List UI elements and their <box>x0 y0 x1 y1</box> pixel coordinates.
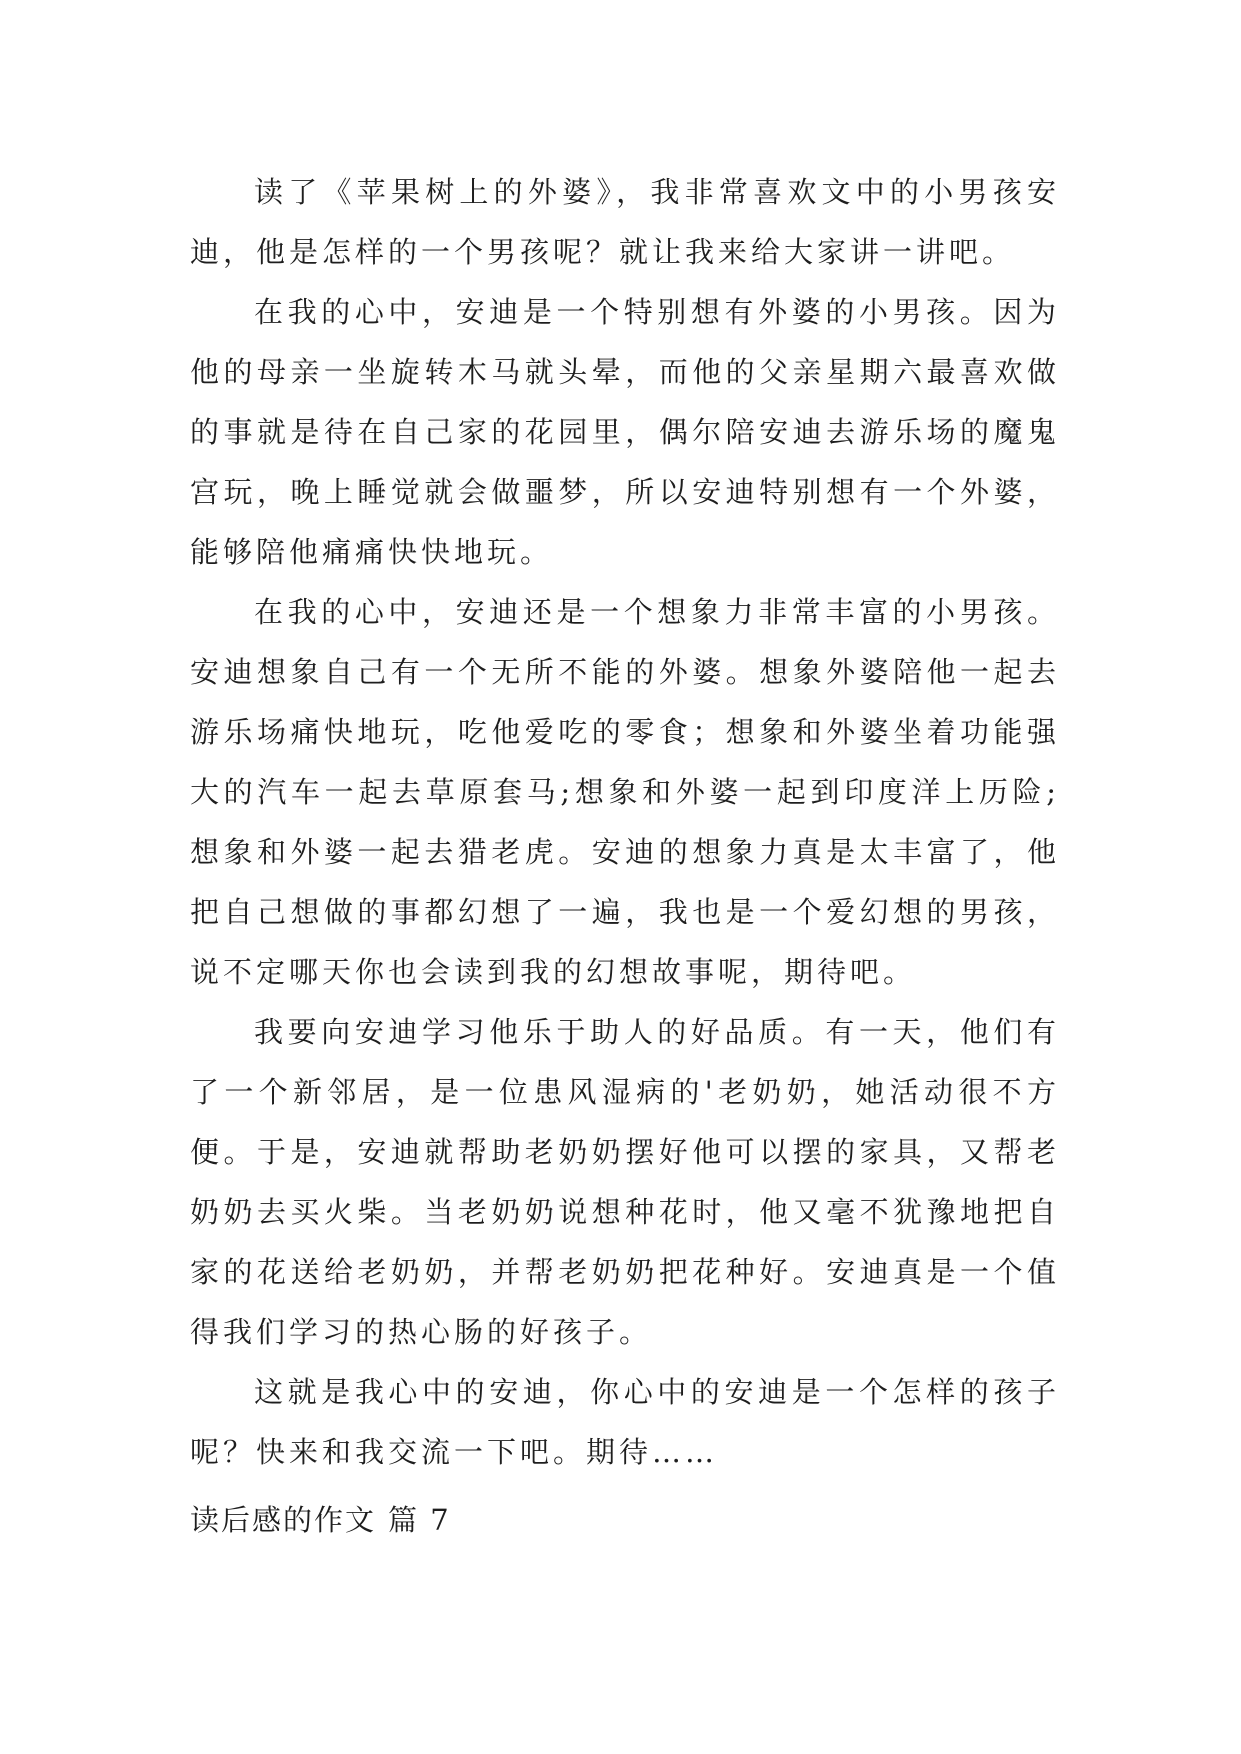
section-heading-title: 读后感的作文 <box>190 1503 377 1537</box>
paragraph-5: 这就是我心中的安迪，你心中的安迪是一个怎样的孩子呢？快来和我交流一下吧。期待…… <box>190 1375 1060 1469</box>
paragraph-4: 我要向安迪学习他乐于助人的好品质。有一天，他们有了一个新邻居，是一位患风湿病的'老奶奶，她活动很不方便。于是，安迪就帮助老奶奶摆好他可以摆的家具，又帮老奶奶去买火柴。当老奶奶说想种花时，他又毫不犹豫地把自家的花送给老奶奶，并帮老奶奶把花种好。安迪真是一个值得我们学习的热心肠的好孩子。 <box>190 1015 1060 1349</box>
paragraph-2: 在我的心中，安迪是一个特别想有外婆的小男孩。因为他的母亲一坐旋转木马就头晕，而他的父亲星期六最喜欢做的事就是待在自己家的花园里，偶尔陪安迪去游乐场的魔鬼宫玩，晚上睡觉就会做噩梦，所以安迪特别想有一个外婆，能够陪他痛痛快快地玩。 <box>190 295 1060 569</box>
document-body <box>190 162 1060 1482</box>
section-heading <box>190 1490 451 1550</box>
paragraph-3: 在我的心中，安迪还是一个想象力非常丰富的小男孩。安迪想象自己有一个无所不能的外婆。想象外婆陪他一起去游乐场痛快地玩，吃他爱吃的零食；想象和外婆坐着功能强大的汽车一起去草原套马;想象和外婆一起到印度洋上历险;想象和外婆一起去猎老虎。安迪的想象力真是太丰富了，他把自己想做的事都幻想了一遍，我也是一个爱幻想的男孩，说不定哪天你也会读到我的幻想故事呢，期待吧。 <box>190 595 1060 989</box>
section-heading-number: 篇 7 <box>388 1503 451 1537</box>
paragraph-1: 读了《苹果树上的外婆》，我非常喜欢文中的小男孩安迪，他是怎样的一个男孩呢？就让我来给大家讲一讲吧。 <box>190 175 1060 269</box>
